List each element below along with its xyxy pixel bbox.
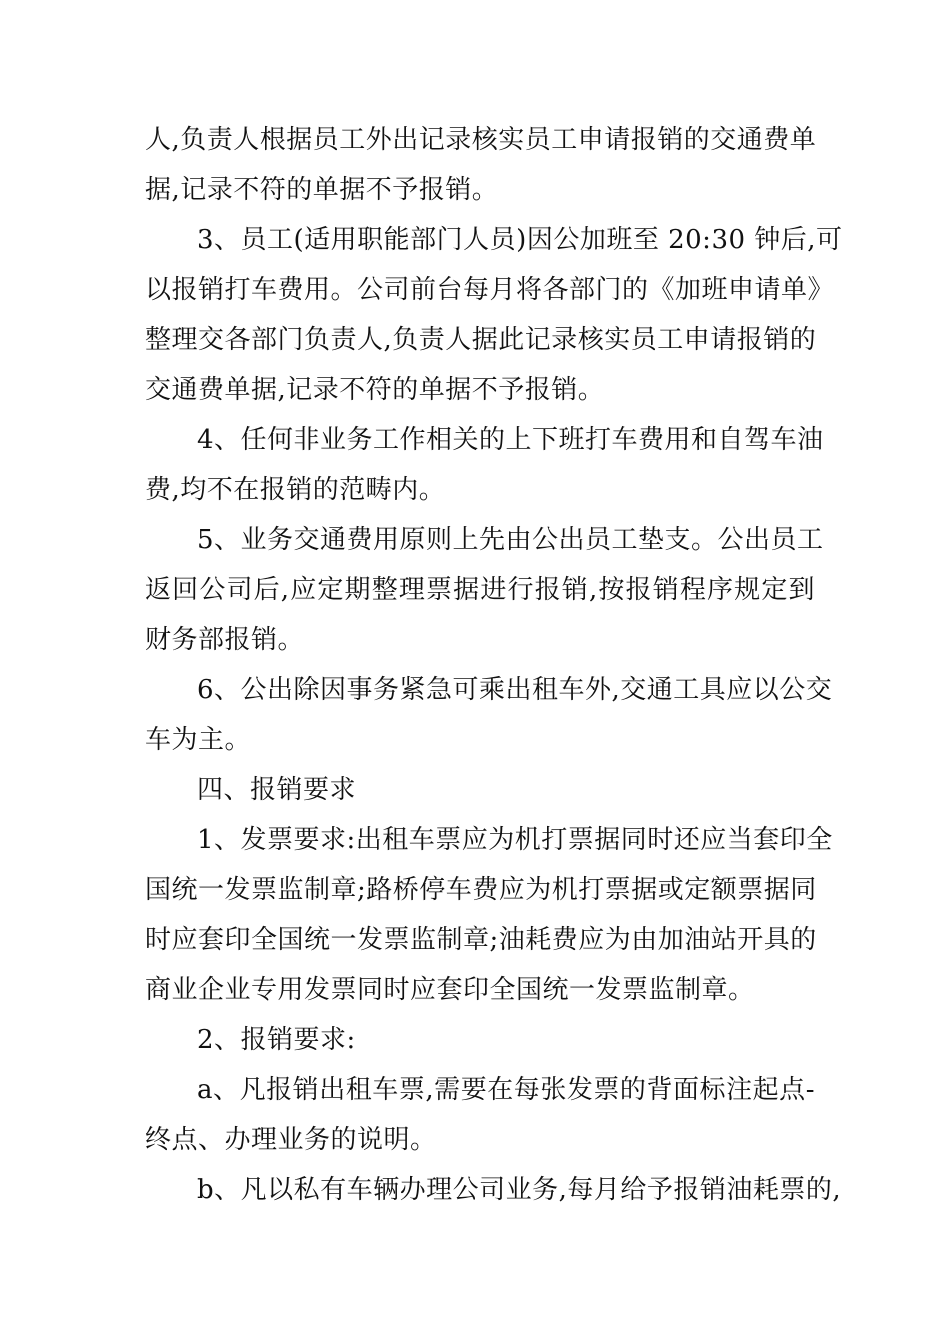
text-line: 终点、办理业务的说明。 bbox=[145, 1125, 437, 1155]
text-line: 商业企业专用发票同时应套印全国统一发票监制章。 bbox=[145, 975, 755, 1005]
text-line: 以报销打车费用。公司前台每月将各部门的《加班申请单》 bbox=[145, 275, 835, 305]
text-line: 整理交各部门负责人,负责人据此记录核实员工申请报销的 bbox=[145, 325, 817, 355]
text-line: 3、员工(适用职能部门人员)因公加班至 20:30 钟后,可 bbox=[197, 225, 843, 255]
text-line: 财务部报销。 bbox=[145, 625, 305, 655]
text-line: 1、发票要求:出租车票应为机打票据同时还应当套印全 bbox=[197, 825, 833, 855]
text-line: 人,负责人根据员工外出记录核实员工申请报销的交通费单 bbox=[145, 125, 817, 155]
text-line: 交通费单据,记录不符的单据不予报销。 bbox=[145, 375, 605, 405]
text-line: a、凡报销出租车票,需要在每张发票的背面标注起点- bbox=[197, 1075, 815, 1105]
text-line: 4、任何非业务工作相关的上下班打车费用和自驾车油 bbox=[197, 425, 824, 455]
text-line: 5、业务交通费用原则上先由公出员工垫支。公出员工 bbox=[197, 525, 824, 555]
text-line: 6、公出除因事务紧急可乘出租车外,交通工具应以公交 bbox=[197, 675, 833, 705]
text-line: 国统一发票监制章;路桥停车费应为机打票据或定额票据同 bbox=[145, 875, 817, 905]
text-line: 时应套印全国统一发票监制章;油耗费应为由加油站开具的 bbox=[145, 925, 817, 955]
text-line: 车为主。 bbox=[145, 725, 252, 755]
text-line: 2、报销要求: bbox=[197, 1025, 356, 1055]
text-line: 返回公司后,应定期整理票据进行报销,按报销程序规定到 bbox=[145, 575, 815, 605]
section-heading: 四、报销要求 bbox=[197, 775, 357, 805]
text-line: b、凡以私有车辆办理公司业务,每月给予报销油耗票的, bbox=[197, 1175, 842, 1205]
text-line: 据,记录不符的单据不予报销。 bbox=[145, 175, 499, 205]
text-line: 费,均不在报销的范畴内。 bbox=[145, 475, 446, 505]
document-body bbox=[145, 115, 843, 1215]
